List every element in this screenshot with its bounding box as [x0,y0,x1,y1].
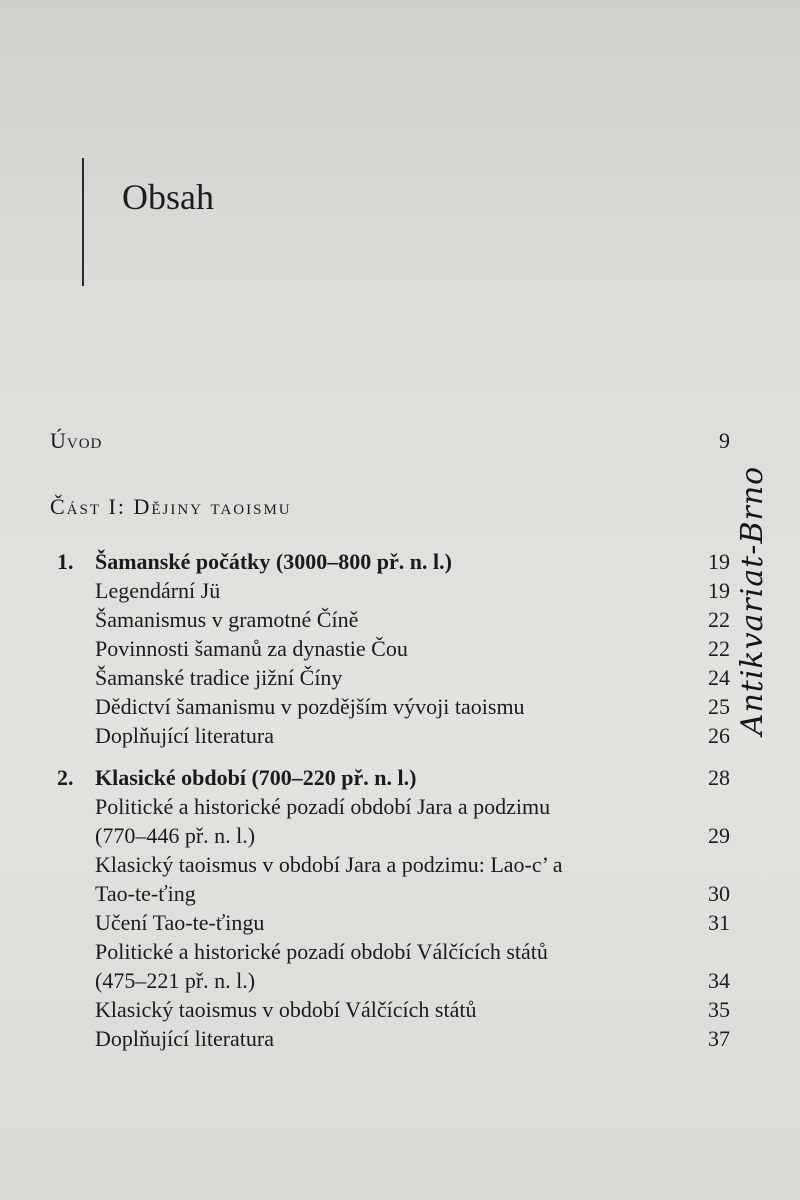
toc-entry-page: 35 [708,997,730,1022]
toc-entry-label: Klasický taoismus v období Jara a podzimu: Lao-c’ a [95,852,563,877]
chapter-2-title: Klasické období (700–220 př. n. l.) [95,765,417,790]
toc-entry[interactable] [0,794,800,822]
toc-entry-label: Šamanské tradice jižní Číny [95,665,343,690]
chapter-2[interactable] [0,765,800,793]
toc-entry[interactable] [0,852,800,880]
toc-entry[interactable] [0,694,800,722]
toc-entry[interactable] [0,910,800,938]
toc-entry-label: Doplňující literatura [95,1026,274,1051]
toc-intro[interactable] [0,428,800,456]
toc-entry-page: 22 [708,607,730,632]
toc-entry-page: 24 [708,665,730,690]
toc-entry-label: Dědictví šamanismu v pozdějším vývoji taoismu [95,694,525,719]
toc-entry-continuation[interactable] [0,968,800,996]
part-heading [0,494,800,522]
toc-entry-label: Doplňující literatura [95,723,274,748]
toc-entry-page: 31 [708,910,730,935]
toc-entry-page: 25 [708,694,730,719]
toc-entry-label: Šamanismus v gramotné Číně [95,607,359,632]
toc-entry[interactable] [0,723,800,751]
chapter-1-title: Šamanské počátky (3000–800 př. n. l.) [95,549,452,574]
toc-entry-page: 22 [708,636,730,661]
toc-entry[interactable] [0,607,800,635]
toc-entry[interactable] [0,578,800,606]
toc-intro-label: Úvod [50,428,103,453]
chapter-1-number: 1. [57,549,74,574]
toc-entry-label: Politické a historické pozadí období Válčících států [95,939,548,964]
stamp-text: Antikvariat-Brno [735,465,771,735]
toc-entry-label: Tao-te-ťing [95,881,196,906]
toc-entry-label: (475–221 př. n. l.) [95,968,256,993]
toc-entry[interactable] [0,1026,800,1054]
toc-entry[interactable] [0,997,800,1025]
toc-entry-label: Politické a historické pozadí období Jara a podzimu [95,794,551,819]
toc-entry-page: 26 [708,723,730,748]
toc-entry[interactable] [0,939,800,967]
toc-entry-label: Legendární Jü [95,578,221,603]
chapter-1[interactable] [0,549,800,577]
toc-intro-page: 9 [719,428,730,453]
toc-entry-page: 37 [708,1026,730,1051]
toc-entry-label: Učení Tao-te-ťingu [95,910,265,935]
toc-entry-page: 34 [708,968,730,993]
chapter-2-number: 2. [57,765,74,790]
part-title: Část I: Dějiny taoismu [50,494,292,519]
antikvariat-stamp [728,450,778,750]
heading-rule [82,158,84,286]
toc-entry-page: 30 [708,881,730,906]
toc-entry-page: 19 [708,578,730,603]
toc-entry-continuation[interactable] [0,881,800,909]
toc-entry-continuation[interactable] [0,823,800,851]
toc-entry-label: (770–446 př. n. l.) [95,823,256,848]
toc-entry[interactable] [0,636,800,664]
toc-entry-label: Povinnosti šamanů za dynastie Čou [95,636,408,661]
toc-entry-page: 29 [708,823,730,848]
toc-entry-label: Klasický taoismus v období Válčících států [95,997,477,1022]
page-title: Obsah [122,177,214,217]
toc-entry[interactable] [0,665,800,693]
chapter-2-page: 28 [708,765,730,790]
chapter-1-page: 19 [708,549,730,574]
